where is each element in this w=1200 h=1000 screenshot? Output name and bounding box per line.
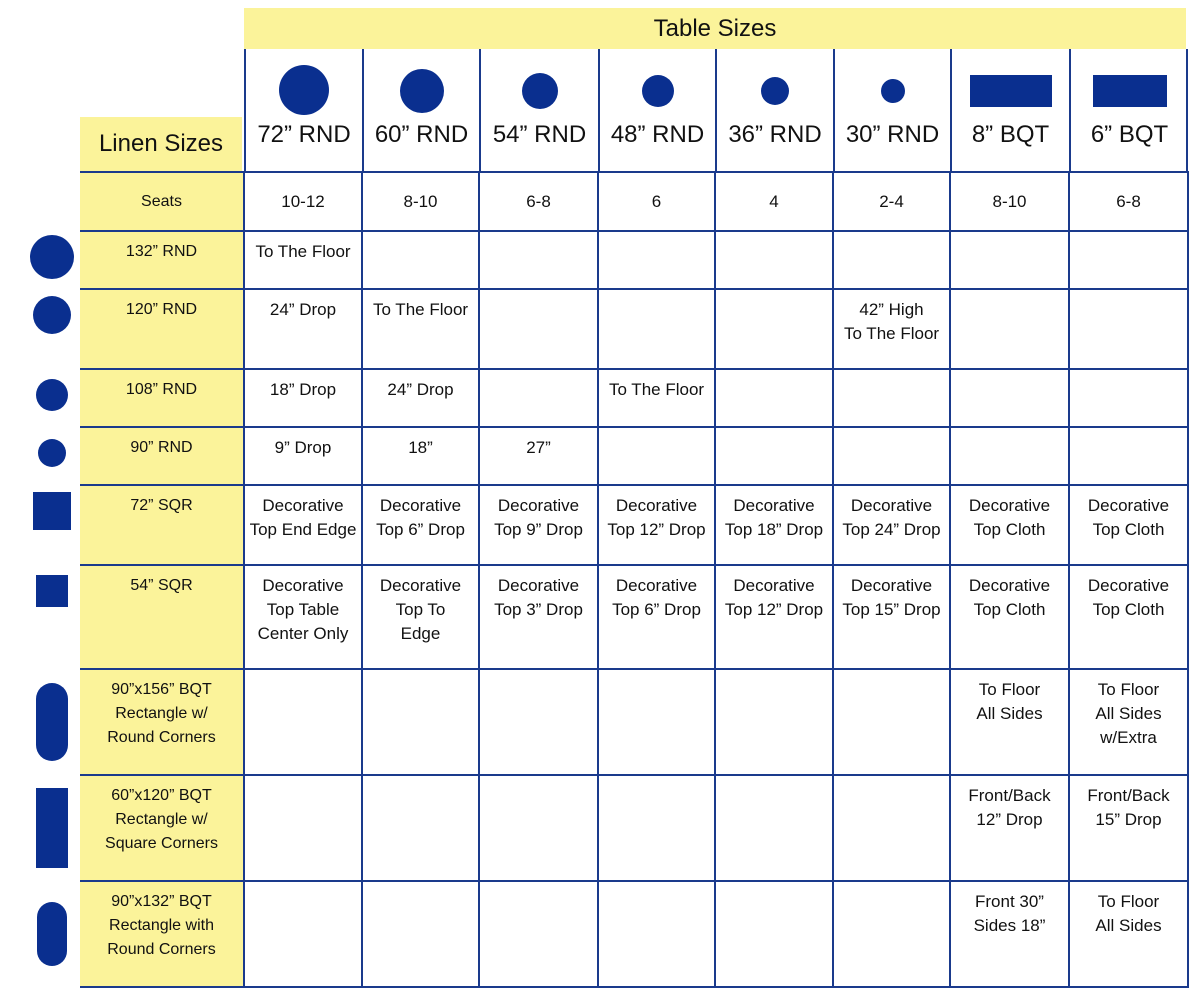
table-cell: To Floor All Sides [950,669,1069,775]
table-cell [833,369,950,427]
table-cell: Decorative Top 18” Drop [715,485,833,565]
table-cell [479,881,598,987]
table-cell [833,775,950,881]
table-cell: Front/Back 12” Drop [950,775,1069,881]
table-cell [715,289,833,369]
rectangle-icon [36,788,68,868]
table-row [80,369,1188,427]
column-header [244,49,362,171]
table-row [80,172,1188,231]
table-cell: Decorative Top 12” Drop [598,485,715,565]
table-row [80,289,1188,369]
header-right-border [1186,49,1188,171]
table-cell [479,669,598,775]
table-cell: To Floor All Sides w/Extra [1069,669,1188,775]
table-cell: 8-10 [362,172,479,231]
square-icon [36,575,68,607]
table-cell [1069,231,1188,289]
linen-size-label: 90”x156” BQT Rectangle w/ Round Corners [80,669,244,775]
table-row [80,427,1188,485]
table-cell [362,669,479,775]
table-cell: 24” Drop [362,369,479,427]
circle-icon [279,65,329,115]
table-cell [833,231,950,289]
table-cell: 4 [715,172,833,231]
table-sizes-title: Table Sizes [244,8,1186,49]
table-cell [833,669,950,775]
table-cell [950,427,1069,485]
column-label: 54” RND [492,121,587,148]
linen-sizes-header: Linen Sizes [80,117,242,171]
column-label: 60” RND [374,121,469,148]
table-cell: To The Floor [598,369,715,427]
table-cell [950,289,1069,369]
column-header [1069,49,1188,171]
table-row [80,775,1188,881]
table-cell [598,231,715,289]
table-row [80,485,1188,565]
table-cell [1069,369,1188,427]
table-cell: To The Floor [244,231,362,289]
column-label: 30” RND [845,121,940,148]
column-header [362,49,479,171]
table-cell: 24” Drop [244,289,362,369]
table-cell [950,231,1069,289]
table-cell [715,427,833,485]
table-cell: To Floor All Sides [1069,881,1188,987]
table-cell [244,881,362,987]
table-cell: 9” Drop [244,427,362,485]
column-header [715,49,833,171]
table-cell [244,775,362,881]
table-cell [715,231,833,289]
table-cell [479,231,598,289]
linen-size-label: 120” RND [80,289,244,369]
circle-icon [36,379,68,411]
column-label: 6” BQT [1090,121,1169,148]
column-header [479,49,598,171]
table-cell: Decorative Top 12” Drop [715,565,833,669]
table-cell: 6-8 [479,172,598,231]
table-cell [715,775,833,881]
column-label: 48” RND [610,121,705,148]
table-cell: Decorative Top 6” Drop [598,565,715,669]
linen-size-label: 90” RND [80,427,244,485]
square-icon [33,492,71,530]
table-cell [362,881,479,987]
table-cell [362,231,479,289]
table-cell [598,289,715,369]
table-cell [598,669,715,775]
table-cell: Decorative Top Cloth [1069,485,1188,565]
circle-icon [522,73,558,109]
table-cell: 6 [598,172,715,231]
table-cell: 27” [479,427,598,485]
circle-icon [881,79,905,103]
circle-icon [38,439,66,467]
rectangle-icon [1093,75,1167,107]
table-cell [479,775,598,881]
table-cell: 10-12 [244,172,362,231]
circle-icon [30,235,74,279]
table-cell [950,369,1069,427]
table-cell: Decorative Top 3” Drop [479,565,598,669]
table-cell: Decorative Top Table Center Only [244,565,362,669]
circle-icon [761,77,789,105]
table-cell [833,881,950,987]
linen-size-label: Seats [80,172,244,231]
table-cell [715,669,833,775]
column-header [833,49,950,171]
rounded-rectangle-icon [37,902,67,966]
table-cell [1069,427,1188,485]
linen-size-label: 60”x120” BQT Rectangle w/ Square Corners [80,775,244,881]
table-cell [598,881,715,987]
table-cell: Decorative Top 9” Drop [479,485,598,565]
linen-size-label: 72” SQR [80,485,244,565]
column-label: 72” RND [257,121,351,148]
table-cell: Decorative Top 24” Drop [833,485,950,565]
table-cell [244,669,362,775]
table-cell: Front/Back 15” Drop [1069,775,1188,881]
table-cell: 2-4 [833,172,950,231]
table-cell [598,775,715,881]
table-cell: Decorative Top To Edge [362,565,479,669]
table-cell: 8-10 [950,172,1069,231]
table-cell: Decorative Top End Edge [244,485,362,565]
table-row [80,881,1188,987]
table-cell [479,289,598,369]
circle-icon [33,296,71,334]
circle-icon [400,69,444,113]
table-cell [833,427,950,485]
column-label: 8” BQT [971,121,1050,148]
linen-size-chart [80,171,1188,988]
column-header [950,49,1069,171]
table-cell [479,369,598,427]
table-cell: Decorative Top 6” Drop [362,485,479,565]
table-cell [362,775,479,881]
table-cell [1069,289,1188,369]
table-cell: To The Floor [362,289,479,369]
table-cell: 18” [362,427,479,485]
table-cell: Decorative Top Cloth [950,565,1069,669]
column-label: 36” RND [728,121,822,148]
circle-icon [642,75,674,107]
linen-size-label: 54” SQR [80,565,244,669]
table-cell: Decorative Top Cloth [950,485,1069,565]
table-cell [715,881,833,987]
table-row [80,669,1188,775]
table-row [80,565,1188,669]
table-cell: 18” Drop [244,369,362,427]
table-cell: Decorative Top 15” Drop [833,565,950,669]
table-cell: 6-8 [1069,172,1188,231]
table-cell [598,427,715,485]
column-header-row [80,49,1186,171]
column-header [598,49,715,171]
linen-size-label: 108” RND [80,369,244,427]
table-cell [715,369,833,427]
table-cell: Front 30” Sides 18” [950,881,1069,987]
linen-size-label: 90”x132” BQT Rectangle with Round Corners [80,881,244,987]
rounded-rectangle-icon [36,683,68,761]
table-cell: Decorative Top Cloth [1069,565,1188,669]
table-cell: 42” High To The Floor [833,289,950,369]
rectangle-icon [970,75,1052,107]
linen-size-label: 132” RND [80,231,244,289]
table-row [80,231,1188,289]
